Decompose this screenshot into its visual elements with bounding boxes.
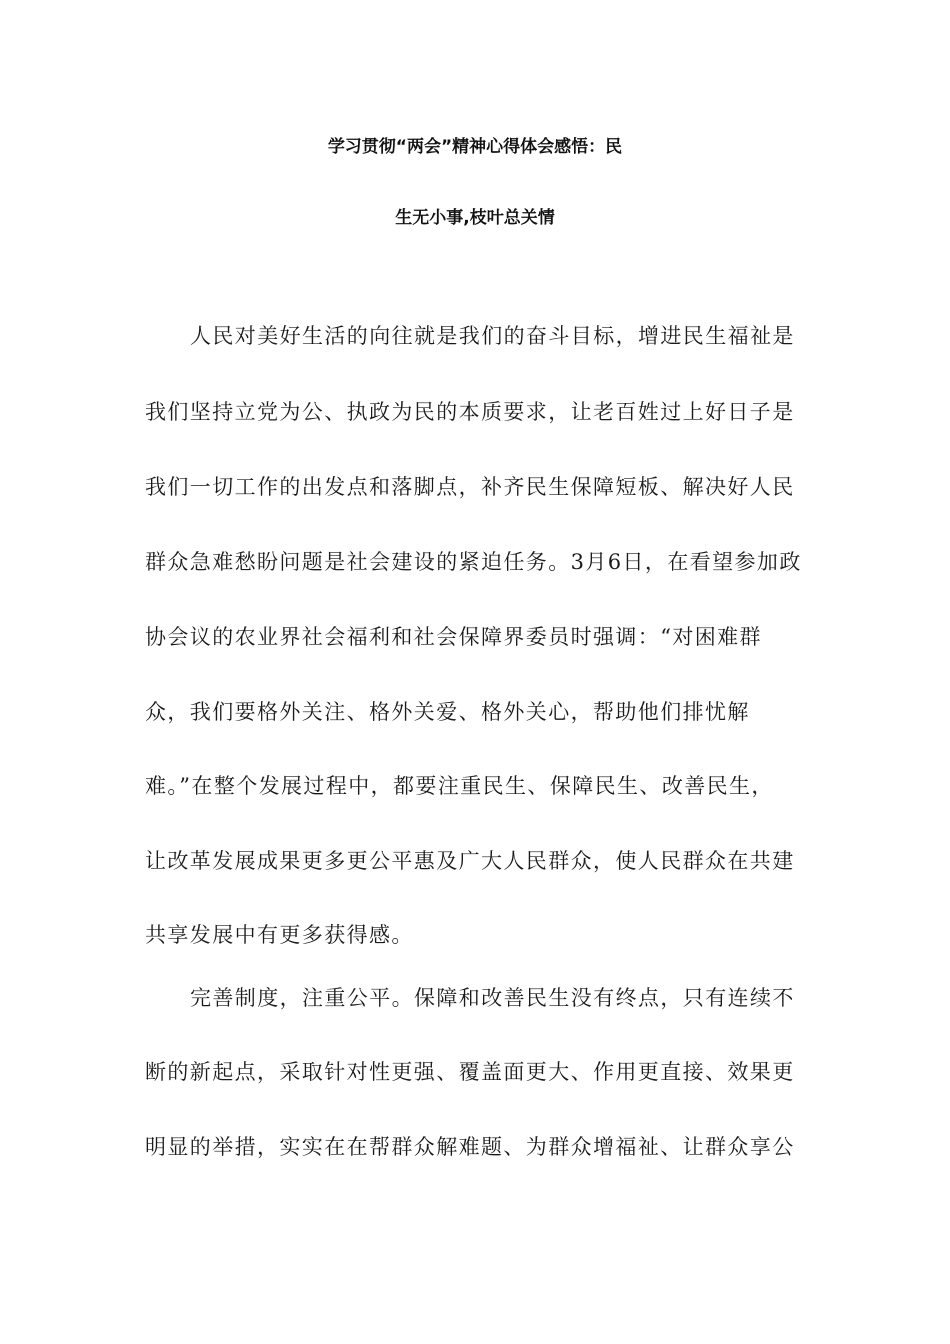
paragraph-1-line-7: 难。”在整个发展过程中，都要注重民生、保障民生、改善民生， [145,774,774,798]
paragraph-2-line-2: 断的新起点，采取针对性更强、覆盖面更大、作用更直接、效果更 [145,1060,795,1084]
paragraph-1-line-3: 我们一切工作的出发点和落脚点，补齐民生保障短板、解决好人民 [145,475,795,499]
document-title-line-1: 学习贯彻“两会”精神心得体会感悟：民 [327,137,623,157]
document-title-line-2: 生无小事,枝叶总关情 [395,208,555,228]
paragraph-1-line-8: 让改革发展成果更多更公平惠及广大人民群众，使人民群众在共建 [145,849,795,873]
paragraph-1-line-6: 众，我们要格外关注、格外关爱、格外关心，帮助他们排忧解 [145,700,750,724]
paragraph-1-line-4: 群众急难愁盼问题是社会建设的紧迫任务。3月6日，在看望参加政 [145,550,802,574]
paragraph-1-line-5: 协会议的农业界社会福利和社会保障界委员时强调：“对困难群 [145,625,762,649]
paragraph-1-line-9: 共享发展中有更多获得感。 [145,923,414,947]
paragraph-1-line-1: 人民对美好生活的向往就是我们的奋斗目标，增进民生福祉是 [190,324,795,348]
paragraph-2-line-1: 完善制度，注重公平。保障和改善民生没有终点，只有连续不 [190,986,795,1010]
paragraph-2-line-3: 明显的举措，实实在在帮群众解难题、为群众增福祉、让群众享公 [145,1135,795,1159]
paragraph-1-line-2: 我们坚持立党为公、执政为民的本质要求，让老百姓过上好日子是 [145,400,795,424]
